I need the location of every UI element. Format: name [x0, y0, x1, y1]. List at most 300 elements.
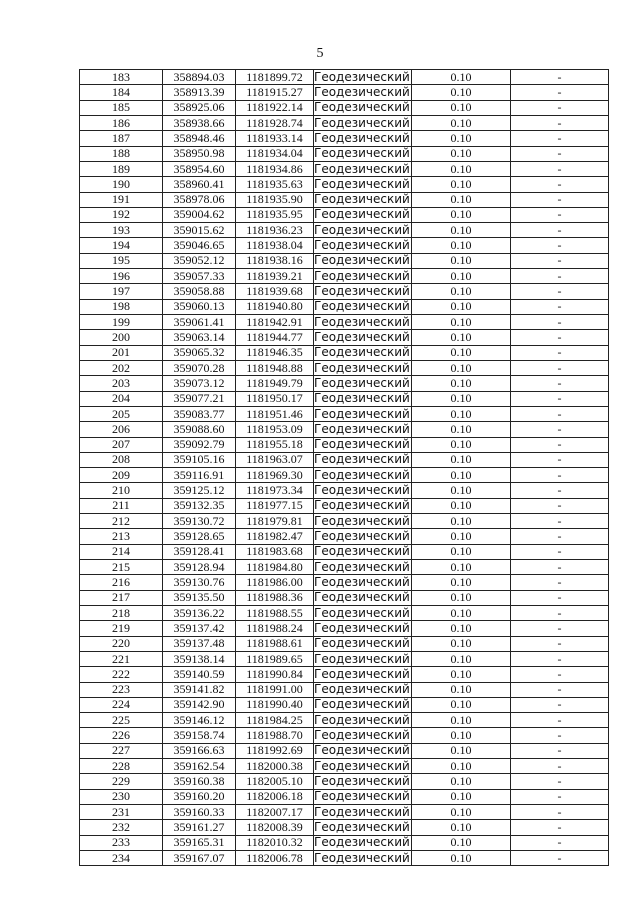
note-cell: -: [511, 192, 609, 207]
x-coordinate-cell: 359130.76: [163, 575, 236, 590]
note-cell: -: [511, 207, 609, 222]
accuracy-cell: 0.10: [412, 820, 511, 835]
method-cell: Геодезический: [314, 421, 410, 436]
method-cell: Геодезический: [314, 682, 410, 697]
y-coordinate-cell: 1181990.84: [236, 667, 314, 682]
method-cell: Геодезический: [314, 391, 410, 406]
y-coordinate-cell: 1181934.86: [236, 161, 314, 176]
point-number-cell: 192: [80, 207, 163, 222]
table-row: [80, 146, 609, 161]
method-cell: Геодезический: [314, 483, 410, 498]
point-number-cell: 187: [80, 131, 163, 146]
note-cell: -: [511, 253, 609, 268]
point-number-cell: 200: [80, 330, 163, 345]
x-coordinate-cell: 359160.20: [163, 789, 236, 804]
note-cell: -: [511, 299, 609, 314]
y-coordinate-cell: 1181944.77: [236, 330, 314, 345]
accuracy-cell: 0.10: [412, 529, 511, 544]
method-cell: Геодезический: [314, 192, 410, 207]
accuracy-cell: 0.10: [412, 483, 511, 498]
accuracy-cell: 0.10: [412, 161, 511, 176]
point-number-cell: 231: [80, 805, 163, 820]
method-cell: Геодезический: [314, 329, 410, 344]
x-coordinate-cell: 359136.22: [163, 605, 236, 620]
accuracy-cell: 0.10: [412, 284, 511, 299]
x-coordinate-cell: 359162.54: [163, 759, 236, 774]
table-row: [80, 299, 609, 314]
note-cell: -: [511, 728, 609, 743]
method-cell: Геодезический: [314, 130, 410, 145]
accuracy-cell: 0.10: [412, 330, 511, 345]
x-coordinate-cell: 358950.98: [163, 146, 236, 161]
point-number-cell: 199: [80, 315, 163, 330]
accuracy-cell: 0.10: [412, 345, 511, 360]
table-row: [80, 759, 609, 774]
x-coordinate-cell: 359160.33: [163, 805, 236, 820]
note-cell: -: [511, 146, 609, 161]
y-coordinate-cell: 1181984.80: [236, 560, 314, 575]
note-cell: -: [511, 560, 609, 575]
point-number-cell: 183: [80, 70, 163, 85]
note-cell: -: [511, 85, 609, 100]
accuracy-cell: 0.10: [412, 514, 511, 529]
x-coordinate-cell: 359065.32: [163, 345, 236, 360]
x-coordinate-cell: 359166.63: [163, 743, 236, 758]
note-cell: -: [511, 498, 609, 513]
method-cell: Геодезический: [314, 835, 410, 850]
x-coordinate-cell: 359135.50: [163, 590, 236, 605]
point-number-cell: 210: [80, 483, 163, 498]
method-cell: Геодезический: [314, 789, 410, 804]
accuracy-cell: 0.10: [412, 146, 511, 161]
table-row: [80, 713, 609, 728]
note-cell: -: [511, 376, 609, 391]
accuracy-cell: 0.10: [412, 100, 511, 115]
x-coordinate-cell: 359116.91: [163, 468, 236, 483]
point-number-cell: 205: [80, 406, 163, 421]
method-cell: Геодезический: [314, 743, 410, 758]
point-number-cell: 195: [80, 253, 163, 268]
point-number-cell: 194: [80, 238, 163, 253]
method-cell: Геодезический: [314, 574, 410, 589]
method-cell: Геодезический: [314, 498, 410, 513]
accuracy-cell: 0.10: [412, 697, 511, 712]
accuracy-cell: 0.10: [412, 452, 511, 467]
y-coordinate-cell: 1182007.17: [236, 805, 314, 820]
table-row: [80, 269, 609, 284]
note-cell: -: [511, 131, 609, 146]
y-coordinate-cell: 1181991.00: [236, 682, 314, 697]
y-coordinate-cell: 1182010.32: [236, 835, 314, 850]
point-number-cell: 204: [80, 391, 163, 406]
y-coordinate-cell: 1181986.00: [236, 575, 314, 590]
note-cell: -: [511, 713, 609, 728]
x-coordinate-cell: 359058.88: [163, 284, 236, 299]
point-number-cell: 212: [80, 514, 163, 529]
point-number-cell: 221: [80, 651, 163, 666]
method-cell: Геодезический: [314, 238, 410, 253]
note-cell: -: [511, 529, 609, 544]
accuracy-cell: 0.10: [412, 70, 511, 85]
note-cell: -: [511, 100, 609, 115]
method-cell: Геодезический: [314, 375, 410, 390]
y-coordinate-cell: 1181949.79: [236, 376, 314, 391]
accuracy-cell: 0.10: [412, 560, 511, 575]
x-coordinate-cell: 358938.66: [163, 115, 236, 130]
method-cell: Геодезический: [314, 253, 410, 268]
method-cell: Геодезический: [314, 758, 410, 773]
note-cell: -: [511, 70, 609, 85]
accuracy-cell: 0.10: [412, 713, 511, 728]
y-coordinate-cell: 1181951.46: [236, 406, 314, 421]
point-number-cell: 190: [80, 177, 163, 192]
table-row: [80, 376, 609, 391]
y-coordinate-cell: 1181988.70: [236, 728, 314, 743]
y-coordinate-cell: 1181939.68: [236, 284, 314, 299]
note-cell: -: [511, 468, 609, 483]
point-number-cell: 226: [80, 728, 163, 743]
note-cell: -: [511, 284, 609, 299]
point-number-cell: 217: [80, 590, 163, 605]
y-coordinate-cell: 1181946.35: [236, 345, 314, 360]
x-coordinate-cell: 359092.79: [163, 437, 236, 452]
note-cell: -: [511, 115, 609, 130]
x-coordinate-cell: 359138.14: [163, 651, 236, 666]
x-coordinate-cell: 359132.35: [163, 498, 236, 513]
method-cell: Геодезический: [314, 360, 410, 375]
table-row: [80, 70, 609, 85]
accuracy-cell: 0.10: [412, 850, 511, 865]
accuracy-cell: 0.10: [412, 406, 511, 421]
accuracy-cell: 0.10: [412, 299, 511, 314]
y-coordinate-cell: 1181992.69: [236, 743, 314, 758]
accuracy-cell: 0.10: [412, 667, 511, 682]
y-coordinate-cell: 1182006.18: [236, 789, 314, 804]
x-coordinate-cell: 359161.27: [163, 820, 236, 835]
note-cell: -: [511, 805, 609, 820]
table-row: [80, 452, 609, 467]
y-coordinate-cell: 1181963.07: [236, 452, 314, 467]
x-coordinate-cell: 359167.07: [163, 850, 236, 865]
accuracy-cell: 0.10: [412, 468, 511, 483]
y-coordinate-cell: 1181933.14: [236, 131, 314, 146]
note-cell: -: [511, 422, 609, 437]
note-cell: -: [511, 789, 609, 804]
point-number-cell: 216: [80, 575, 163, 590]
accuracy-cell: 0.10: [412, 682, 511, 697]
method-cell: Геодезический: [314, 467, 410, 482]
y-coordinate-cell: 1181939.21: [236, 269, 314, 284]
point-number-cell: 230: [80, 789, 163, 804]
method-cell: Геодезический: [314, 513, 410, 528]
note-cell: -: [511, 850, 609, 865]
table-row: [80, 636, 609, 651]
table-row: [80, 177, 609, 192]
point-number-cell: 220: [80, 636, 163, 651]
note-cell: -: [511, 177, 609, 192]
method-cell: Геодезический: [314, 299, 410, 314]
table-row: [80, 575, 609, 590]
coordinates-table-body: [80, 70, 609, 866]
x-coordinate-cell: 358894.03: [163, 70, 236, 85]
y-coordinate-cell: 1181938.16: [236, 253, 314, 268]
accuracy-cell: 0.10: [412, 636, 511, 651]
y-coordinate-cell: 1181940.80: [236, 299, 314, 314]
method-cell: Геодезический: [314, 590, 410, 605]
x-coordinate-cell: 359070.28: [163, 360, 236, 375]
accuracy-cell: 0.10: [412, 498, 511, 513]
method-cell: Геодезический: [314, 207, 410, 222]
point-number-cell: 208: [80, 452, 163, 467]
method-cell: Геодезический: [314, 452, 410, 467]
y-coordinate-cell: 1181988.61: [236, 636, 314, 651]
table-row: [80, 437, 609, 452]
note-cell: -: [511, 575, 609, 590]
x-coordinate-cell: 358954.60: [163, 161, 236, 176]
y-coordinate-cell: 1181934.04: [236, 146, 314, 161]
y-coordinate-cell: 1181983.68: [236, 544, 314, 559]
method-cell: Геодезический: [314, 115, 410, 130]
accuracy-cell: 0.10: [412, 269, 511, 284]
table-row: [80, 850, 609, 865]
note-cell: -: [511, 759, 609, 774]
point-number-cell: 224: [80, 697, 163, 712]
note-cell: -: [511, 360, 609, 375]
point-number-cell: 232: [80, 820, 163, 835]
x-coordinate-cell: 359073.12: [163, 376, 236, 391]
method-cell: Геодезический: [314, 804, 410, 819]
table-row: [80, 529, 609, 544]
point-number-cell: 223: [80, 682, 163, 697]
y-coordinate-cell: 1181984.25: [236, 713, 314, 728]
accuracy-cell: 0.10: [412, 315, 511, 330]
point-number-cell: 225: [80, 713, 163, 728]
table-row: [80, 161, 609, 176]
table-row: [80, 100, 609, 115]
method-cell: Геодезический: [314, 100, 410, 115]
note-cell: -: [511, 682, 609, 697]
x-coordinate-cell: 359128.65: [163, 529, 236, 544]
note-cell: -: [511, 743, 609, 758]
method-cell: Геодезический: [314, 666, 410, 681]
y-coordinate-cell: 1182006.78: [236, 850, 314, 865]
point-number-cell: 186: [80, 115, 163, 130]
method-cell: Геодезический: [314, 406, 410, 421]
method-cell: Геодезический: [314, 697, 410, 712]
point-number-cell: 188: [80, 146, 163, 161]
accuracy-cell: 0.10: [412, 651, 511, 666]
note-cell: -: [511, 269, 609, 284]
point-number-cell: 196: [80, 269, 163, 284]
note-cell: -: [511, 161, 609, 176]
accuracy-cell: 0.10: [412, 605, 511, 620]
x-coordinate-cell: 359140.59: [163, 667, 236, 682]
point-number-cell: 203: [80, 376, 163, 391]
x-coordinate-cell: 359128.94: [163, 560, 236, 575]
method-cell: Геодезический: [314, 728, 410, 743]
x-coordinate-cell: 359057.33: [163, 269, 236, 284]
y-coordinate-cell: 1182005.10: [236, 774, 314, 789]
y-coordinate-cell: 1181988.55: [236, 605, 314, 620]
note-cell: -: [511, 345, 609, 360]
accuracy-cell: 0.10: [412, 360, 511, 375]
table-row: [80, 131, 609, 146]
note-cell: -: [511, 774, 609, 789]
table-row: [80, 560, 609, 575]
note-cell: -: [511, 636, 609, 651]
accuracy-cell: 0.10: [412, 805, 511, 820]
point-number-cell: 207: [80, 437, 163, 452]
method-cell: Геодезический: [314, 850, 410, 865]
x-coordinate-cell: 359146.12: [163, 713, 236, 728]
note-cell: -: [511, 605, 609, 620]
x-coordinate-cell: 358913.39: [163, 85, 236, 100]
note-cell: -: [511, 391, 609, 406]
x-coordinate-cell: 359165.31: [163, 835, 236, 850]
point-number-cell: 211: [80, 498, 163, 513]
point-number-cell: 228: [80, 759, 163, 774]
x-coordinate-cell: 359061.41: [163, 315, 236, 330]
accuracy-cell: 0.10: [412, 422, 511, 437]
note-cell: -: [511, 330, 609, 345]
table-row: [80, 360, 609, 375]
table-row: [80, 192, 609, 207]
table-row: [80, 835, 609, 850]
table-row: [80, 422, 609, 437]
table-row: [80, 697, 609, 712]
accuracy-cell: 0.10: [412, 223, 511, 238]
x-coordinate-cell: 359063.14: [163, 330, 236, 345]
y-coordinate-cell: 1181989.65: [236, 651, 314, 666]
point-number-cell: 198: [80, 299, 163, 314]
table-row: [80, 115, 609, 130]
method-cell: Геодезический: [314, 314, 410, 329]
accuracy-cell: 0.10: [412, 85, 511, 100]
accuracy-cell: 0.10: [412, 391, 511, 406]
y-coordinate-cell: 1181988.36: [236, 590, 314, 605]
y-coordinate-cell: 1181922.14: [236, 100, 314, 115]
table-row: [80, 514, 609, 529]
point-number-cell: 213: [80, 529, 163, 544]
y-coordinate-cell: 1181935.95: [236, 207, 314, 222]
accuracy-cell: 0.10: [412, 621, 511, 636]
table-row: [80, 330, 609, 345]
y-coordinate-cell: 1181950.17: [236, 391, 314, 406]
table-row: [80, 590, 609, 605]
method-cell: Геодезический: [314, 69, 410, 84]
method-cell: Геодезический: [314, 636, 410, 651]
point-number-cell: 214: [80, 544, 163, 559]
accuracy-cell: 0.10: [412, 437, 511, 452]
table-row: [80, 820, 609, 835]
method-cell: Геодезический: [314, 437, 410, 452]
table-row: [80, 315, 609, 330]
y-coordinate-cell: 1181969.30: [236, 468, 314, 483]
point-number-cell: 201: [80, 345, 163, 360]
x-coordinate-cell: 359105.16: [163, 452, 236, 467]
coordinates-table: [79, 69, 609, 866]
point-number-cell: 202: [80, 360, 163, 375]
x-coordinate-cell: 358960.41: [163, 177, 236, 192]
point-number-cell: 219: [80, 621, 163, 636]
table-row: [80, 468, 609, 483]
point-number-cell: 185: [80, 100, 163, 115]
note-cell: -: [511, 544, 609, 559]
y-coordinate-cell: 1181979.81: [236, 514, 314, 529]
y-coordinate-cell: 1181973.34: [236, 483, 314, 498]
point-number-cell: 184: [80, 85, 163, 100]
x-coordinate-cell: 359052.12: [163, 253, 236, 268]
note-cell: -: [511, 835, 609, 850]
method-cell: Геодезический: [314, 345, 410, 360]
x-coordinate-cell: 359137.42: [163, 621, 236, 636]
y-coordinate-cell: 1181990.40: [236, 697, 314, 712]
accuracy-cell: 0.10: [412, 728, 511, 743]
method-cell: Геодезический: [314, 84, 410, 99]
accuracy-cell: 0.10: [412, 207, 511, 222]
y-coordinate-cell: 1181915.27: [236, 85, 314, 100]
method-cell: Геодезический: [314, 559, 410, 574]
table-row: [80, 605, 609, 620]
method-cell: Геодезический: [314, 544, 410, 559]
x-coordinate-cell: 359077.21: [163, 391, 236, 406]
point-number-cell: 222: [80, 667, 163, 682]
y-coordinate-cell: 1181935.63: [236, 177, 314, 192]
point-number-cell: 218: [80, 605, 163, 620]
x-coordinate-cell: 359130.72: [163, 514, 236, 529]
table-row: [80, 85, 609, 100]
note-cell: -: [511, 697, 609, 712]
note-cell: -: [511, 667, 609, 682]
method-cell: Геодезический: [314, 284, 410, 299]
x-coordinate-cell: 359142.90: [163, 697, 236, 712]
accuracy-cell: 0.10: [412, 131, 511, 146]
accuracy-cell: 0.10: [412, 759, 511, 774]
x-coordinate-cell: 359060.13: [163, 299, 236, 314]
note-cell: -: [511, 651, 609, 666]
method-cell: Геодезический: [314, 268, 410, 283]
y-coordinate-cell: 1181935.90: [236, 192, 314, 207]
method-cell: Геодезический: [314, 819, 410, 834]
note-cell: -: [511, 238, 609, 253]
x-coordinate-cell: 359015.62: [163, 223, 236, 238]
table-row: [80, 207, 609, 222]
table-row: [80, 498, 609, 513]
accuracy-cell: 0.10: [412, 115, 511, 130]
accuracy-cell: 0.10: [412, 253, 511, 268]
table-row: [80, 345, 609, 360]
x-coordinate-cell: 358925.06: [163, 100, 236, 115]
table-row: [80, 406, 609, 421]
y-coordinate-cell: 1181955.18: [236, 437, 314, 452]
point-number-cell: 215: [80, 560, 163, 575]
x-coordinate-cell: 359125.12: [163, 483, 236, 498]
accuracy-cell: 0.10: [412, 743, 511, 758]
point-number-cell: 193: [80, 223, 163, 238]
y-coordinate-cell: 1182000.38: [236, 759, 314, 774]
page-number: 5: [316, 46, 324, 61]
table-row: [80, 544, 609, 559]
x-coordinate-cell: 359128.41: [163, 544, 236, 559]
accuracy-cell: 0.10: [412, 192, 511, 207]
y-coordinate-cell: 1181899.72: [236, 70, 314, 85]
point-number-cell: 234: [80, 850, 163, 865]
note-cell: -: [511, 514, 609, 529]
accuracy-cell: 0.10: [412, 238, 511, 253]
point-number-cell: 229: [80, 774, 163, 789]
table-row: [80, 253, 609, 268]
point-number-cell: 233: [80, 835, 163, 850]
